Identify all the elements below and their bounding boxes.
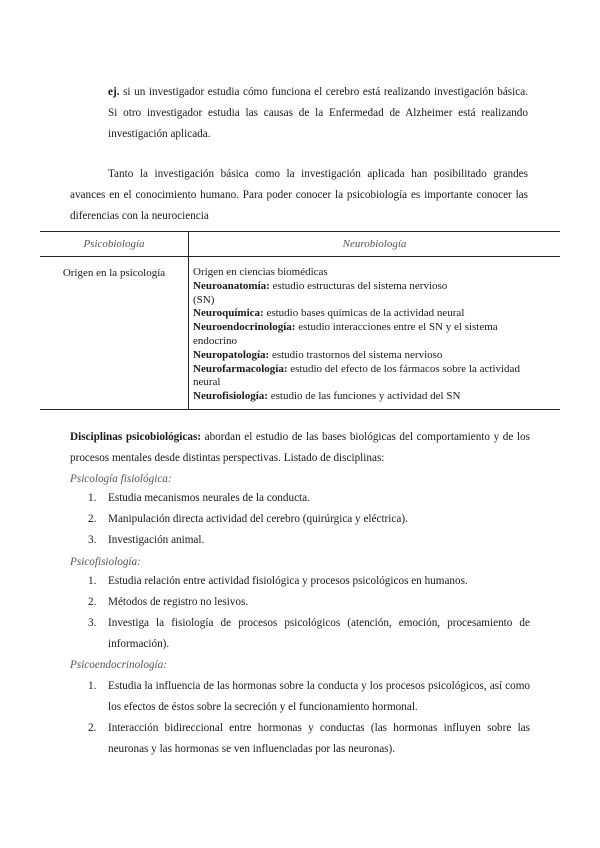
neurobiologia-desc: neural [193,376,221,389]
neurobiologia-term: Neurofisiología: [193,390,268,403]
list-item [88,509,530,530]
neurobiologia-desc: estudio del efecto de los fármacos sobre la actividad [287,362,520,375]
neurobiologia-desc: estudio trastornos del sistema nervioso [269,348,443,361]
list-item [88,571,530,592]
neurobiologia-term: Neuropatología: [193,348,270,361]
neurobiologia-desc: estudio interacciones entre el SN y el sistema [295,321,498,334]
neurobiologia-desc: Origen en ciencias biomédicas [193,266,328,278]
item-text: Interacción bidireccional entre hormonas y conductas (las hormonas influyen sobre las neuronas y las hormonas se ven influenciadas por las neuronas). [108,722,530,755]
header-neurobiologia: Neurobiología [189,232,561,257]
disciplines-text: abordan el estudio de las bases biológicas del comportamiento y de los procesos mentales desde distintas perspectivas. Listado de disciplinas: [70,431,530,464]
example-paragraph [108,82,528,145]
neurobiologia-line [193,307,554,321]
neurobiologia-desc: endocrino [193,334,237,347]
intro-paragraph: Tanto la investigación básica como la investigación aplicada han posibilitado grandes avances en el conocimiento humano. Para poder conocer la psicobiología es importante conocer las diferencias con la neurociencia [70,168,528,222]
section-title-psicoendocrinologia: Psicoendocrinología: [70,659,167,671]
neurobiologia-desc: estudio estructuras del sistema nervioso [269,279,448,292]
list-item [88,718,530,760]
neurobiologia-desc: (SN) [193,293,215,306]
psicobiologia-cell: Origen en la psicología [40,257,189,410]
neurobiologia-line [193,363,554,377]
item-number: 2. [88,722,97,734]
table-header-row [40,232,560,257]
list-item [88,530,530,551]
item-number: 3. [88,617,97,629]
section-title-psicologia-fisiologica: Psicología fisiológica: [70,473,172,485]
item-text: Investiga la fisiología de procesos psicológicos (atención, emoción, procesamiento de información). [108,617,530,650]
item-text: Métodos de registro no lesivos. [108,596,249,608]
example-lead: ej. [108,86,120,98]
list-item [88,676,530,718]
item-number: 3. [88,534,97,546]
item-number: 1. [88,575,97,587]
neurobiologia-term: Neuroendocrinología: [193,321,296,334]
neurobiologia-term: Neuroanatomía: [193,279,270,292]
item-text: Manipulación directa actividad del cerebro (quirúrgica y eléctrica). [108,513,408,525]
item-text: Estudia mecanismos neurales de la conducta. [108,492,310,504]
item-text: Estudia la influencia de las hormonas sobre la conducta y los procesos psicológicos, así como los efectos de éstos sobre la secreción y el funcionamiento hormonal. [108,680,530,713]
neurobiologia-desc: estudio de las funciones y actividad del SN [267,390,461,403]
neurobiologia-line [193,266,554,280]
item-number: 1. [88,680,97,692]
header-psicobiologia: Psicobiología [40,232,189,257]
list-item [88,488,530,509]
item-number: 2. [88,596,97,608]
example-text: si un investigador estudia cómo funciona el cerebro está realizando investigación básica. Si otro investigador estudia las causas de la Enfermedad de Alzheimer está realizando investigación aplicada. [108,86,528,140]
neurobiologia-line [193,294,554,308]
neurobiologia-lines [193,266,554,404]
neurobiologia-line [193,376,554,390]
neurobiologia-cell [189,257,561,410]
neurobiologia-line [193,280,554,294]
neurobiologia-term: Neurofarmacología: [193,362,288,375]
table-row [40,257,560,410]
comparison-table [40,231,560,410]
item-text: Estudia relación entre actividad fisiológica y procesos psicológicos en humanos. [108,575,468,587]
neurobiologia-line [193,321,554,335]
neurobiologia-line [193,390,554,404]
item-number: 2. [88,513,97,525]
neurobiologia-line [193,335,554,349]
neurobiologia-term: Neuroquímica: [193,307,264,320]
section-title-psicofisiologia: Psicofisiología: [70,556,141,568]
item-number: 1. [88,492,97,504]
list-item [88,592,530,613]
item-text: Investigación animal. [108,534,205,546]
disciplines-intro [70,427,530,469]
disciplines-lead: Disciplinas psicobiológicas: [70,431,202,443]
list-item [88,613,530,655]
neurobiologia-desc: estudio bases químicas de la actividad neural [263,307,465,320]
neurobiologia-line [193,349,554,363]
